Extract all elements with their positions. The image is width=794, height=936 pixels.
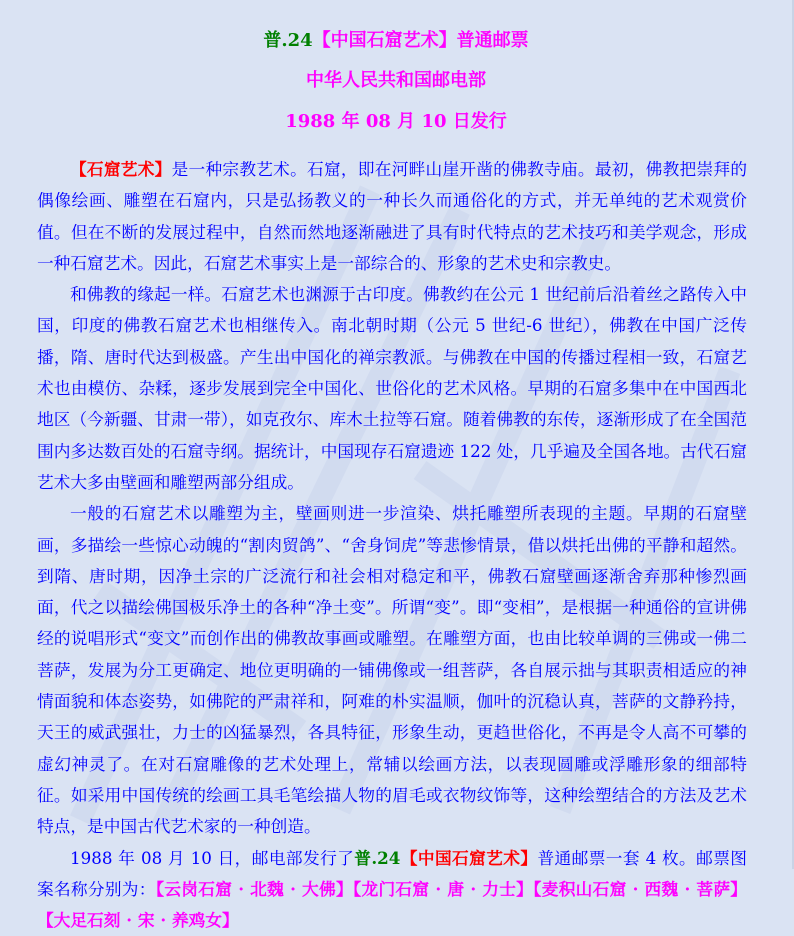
article-body	[37, 154, 747, 936]
stamp-code: 普.24	[263, 30, 313, 51]
paragraph-4	[37, 843, 747, 936]
stamp-name-inline: 【中国石窟艺术】	[400, 847, 538, 868]
paragraph-text: 是一种宗教艺术。石窟，即在河畔山崖开凿的佛教寺庙。最初，佛教把崇拜的偶像绘画、雕塑在石窟内，只是弘扬教义的一种长久而通俗化的方式，并无单纯的艺术观赏价值。但在不断的发展过程中，自然而然地逐渐融进了具有时代特点的艺术技巧和美学观念，形成一种石窟艺术。因此，石窟艺术事实上是一部综合的、形象的艺术史和宗教史。	[37, 159, 748, 273]
paragraph-2: 和佛教的缘起一样。石窟艺术也渊源于古印度。佛教约在公元 1 世纪前后沿着丝之路传入中国，印度的佛教石窟艺术也相继传入。南北朝时期（公元 5 世纪-6 世纪），佛教在中国广泛传播，隋、唐时代达到极盛。产生出中国化的禅宗教派。与佛教在中国的传播过程相一致，石窟艺术也由模仿、杂糅，逐步发展到完全中国化、世俗化的艺术风格。早期的石窟多集中在中国西北地区（今新疆、甘肃一带），如克孜尔、库木土拉等石窟。随着佛教的东传，逐渐形成了在全国范围内多达数百处的石窟寺纲。据统计，中国现存石窟遗迹 122 处，几乎遍及全国各地。古代石窟艺术大多由壁画和雕塑两部分组成。	[37, 284, 747, 492]
stamp-code-inline: 普.24	[354, 847, 401, 868]
term-highlight: 【石窟艺术】	[70, 159, 172, 179]
issuer: 中华人民共和国邮电部	[306, 70, 486, 91]
stamp-name: 【中国石窟艺术】普通邮票	[312, 30, 529, 51]
stamp-list: 【云岗石窟 · 北魏 · 大佛】【龙门石窟 · 唐 · 力士】【麦积山石窟 · 西魏 · 菩萨】【大足石刻 · 宋 · 养鸡女】	[37, 878, 747, 931]
issue-date: 1988 年 08 月 10 日发行	[285, 111, 507, 132]
paragraph-text: 普通邮票一套 4 枚。邮票图案名称分别为：	[37, 847, 747, 899]
stamp-title	[0, 26, 792, 52]
paragraph-text: 1988 年 08 月 10 日，邮电部发行了	[70, 847, 355, 868]
paragraph-3: 一般的石窟艺术以雕塑为主，壁画则进一步渲染、烘托雕塑所表现的主题。早期的石窟壁画，多描绘一些惊心动魄的“割肉贸鸽”、“舍身饲虎”等悲惨情景，借以烘托出佛的平静和超然。到隋、唐时期，因净土宗的广泛流行和社会相对稳定和平，佛教石窟壁画逐渐舍弃那种惨烈画面，代之以描绘佛国极乐净土的各种“净土变”。所谓“变”。即“变相”，是根据一种通俗的宣讲佛经的说唱形式“变文”而创作出的佛教故事画或雕塑。在雕塑方面，也由比较单调的三佛或一佛二菩萨，发展为分工更确定、地位更明确的一铺佛像或一组菩萨，各自展示拙与其职责相适应的神情面貌和体态姿势，如佛陀的严肃祥和，阿难的朴实温顺，伽叶的沉稳认真，菩萨的文静矜持，天王的威武强壮，力士的凶猛暴烈，各具特征，形象生动，更趋世俗化，不再是令人高不可攀的虚幻神灵了。在对石窟雕像的艺术处理上，常辅以绘画方法，以表现圆雕或浮雕形象的细部特征。如采用中国传统的绘画工具毛笔绘描人物的眉毛或衣物纹饰等，这种绘塑结合的方法及艺术特点，是中国古代艺术家的一种创造。	[37, 503, 747, 837]
paragraph-1	[37, 154, 747, 279]
